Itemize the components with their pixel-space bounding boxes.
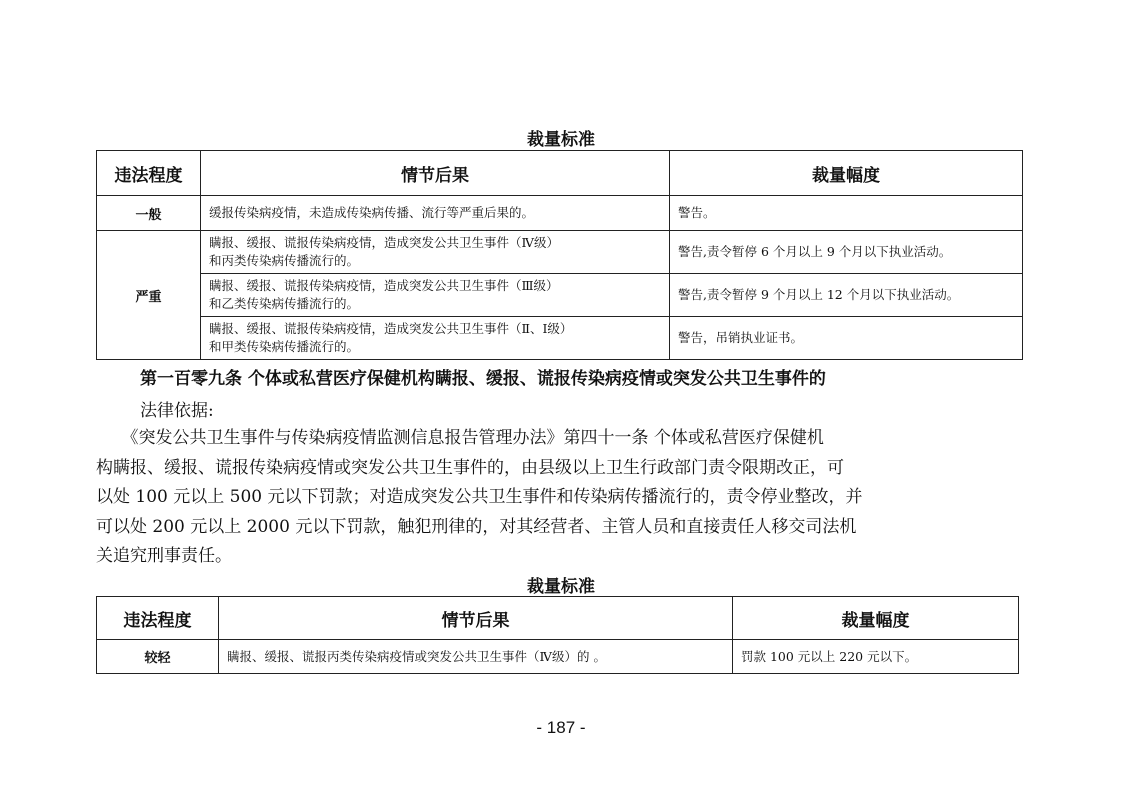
paragraph-line: 构瞒报、缓报、谎报传染病疫情或突发公共卫生事件的，由县级以上卫生行政部门责令限期改正，可: [96, 457, 844, 478]
circumstance-cell: [201, 317, 670, 360]
penalty-cell: 罚款 100 元以上 220 元以下。: [733, 640, 1019, 674]
table1: [96, 150, 1023, 360]
paragraph-line: 以处 100 元以上 500 元以下罚款；对造成突发公共卫生事件和传染病传播流行的，责令停业整改，并: [96, 487, 863, 507]
header-degree: 违法程度: [97, 151, 201, 196]
table-row: [97, 274, 1023, 317]
circumstance-line: 和甲类传染病传播流行的。: [209, 339, 360, 354]
circumstance-cell: [201, 274, 670, 317]
degree-cell: 一般: [97, 196, 201, 231]
circumstance-cell: [201, 231, 670, 274]
penalty-cell: 警告,责令暂停 9 个月以上 12 个月以下执业活动。: [670, 274, 1023, 317]
table1-caption: 裁量标准: [527, 130, 595, 150]
header-circumstance: 情节后果: [201, 151, 670, 196]
degree-cell: 严重: [97, 231, 201, 360]
header-penalty: 裁量幅度: [670, 151, 1023, 196]
table2-caption: 裁量标准: [527, 577, 595, 597]
degree-cell: 较轻: [97, 640, 219, 674]
table-row: [97, 317, 1023, 360]
table1-header-row: [97, 151, 1023, 196]
header-circumstance: 情节后果: [219, 597, 733, 640]
table2-header-row: [97, 597, 1019, 640]
table-row: [97, 196, 1023, 231]
header-degree: 违法程度: [97, 597, 219, 640]
circumstance-line: 瞒报、缓报、谎报传染病疫情，造成突发公共卫生事件（Ⅲ级）: [209, 278, 559, 293]
circumstance-cell: 瞒报、缓报、谎报丙类传染病疫情或突发公共卫生事件（Ⅳ级）的 。: [219, 640, 733, 674]
paragraph-line: 《突发公共卫生事件与传染病疫情监测信息报告管理办法》第四十一条 个体或私营医疗保健机: [96, 428, 824, 448]
article-title: 第一百零九条 个体或私营医疗保健机构瞒报、缓报、谎报传染病疫情或突发公共卫生事件的: [140, 369, 826, 389]
penalty-cell: 警告。: [670, 196, 1023, 231]
page-number: - 187 -: [536, 718, 586, 737]
table-row: [97, 231, 1023, 274]
penalty-cell: 警告,责令暂停 6 个月以上 9 个月以下执业活动。: [670, 231, 1023, 274]
paragraph-line: 可以处 200 元以上 2000 元以下罚款，触犯刑律的，对其经营者、主管人员和直接责任人移交司法机: [96, 516, 857, 537]
circumstance-line: 和丙类传染病传播流行的。: [209, 253, 360, 268]
legal-basis-paragraph: [96, 424, 1022, 572]
penalty-cell: 警告，吊销执业证书。: [670, 317, 1023, 360]
circumstance-line: 和乙类传染病传播流行的。: [209, 296, 360, 311]
table-row: [97, 640, 1019, 674]
circumstance-line: 瞒报、缓报、谎报传染病疫情，造成突发公共卫生事件（Ⅳ级）: [209, 235, 559, 250]
paragraph-line: 关追究刑事责任。: [96, 546, 232, 566]
table2: [96, 596, 1019, 674]
circumstance-cell: 缓报传染病疫情，未造成传染病传播、流行等严重后果的。: [201, 196, 670, 231]
circumstance-line: 瞒报、缓报、谎报传染病疫情，造成突发公共卫生事件（Ⅱ、Ⅰ级）: [209, 321, 573, 336]
header-penalty: 裁量幅度: [733, 597, 1019, 640]
legal-basis-label: 法律依据:: [140, 401, 214, 421]
